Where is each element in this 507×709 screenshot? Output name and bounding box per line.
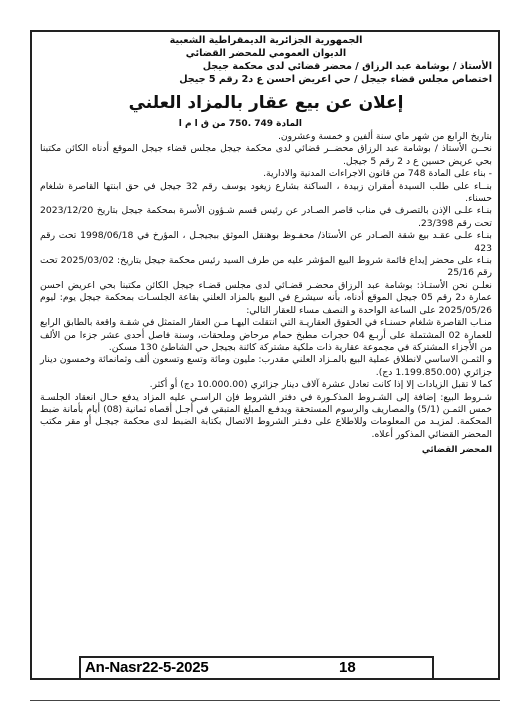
paragraph-legal-basis: - بناء على المادة 748 من قانون الاجراءات المدنية والادارية.	[263, 168, 492, 180]
paragraph-increments: كما لا تقبل الزيادات إلا إذا كانت تعادل عشرة آلاف دينار جزائري (10.000.00 دج) أو أكثر.	[149, 379, 492, 391]
header-republic: الجمهورية الجزائرية الديمقراطية الشعبية	[169, 35, 363, 46]
paragraph-property: منـاب القاصرة شلغام حسنـاء في الحقوق العقاريـة التي انتقلت اليهـا مـن العقار المتمثل في شقـة واقعة بالطابق الرابع للعمارة 02 المشتملة على أربـع 04 حجرات مطبخ حمام مرحاض وملحقات، وسنة فاصل أحدى عشر جزءا من الألف من الأجزاء المشتركة في مجموعة عقارية ذات ملكية مشتركة كائنة بجيجل حي الشاطئ 130 مسكن.	[40, 317, 493, 353]
announcement-title: إعلان عن بيع عقار بالمزاد العلني	[128, 93, 404, 113]
bottom-divider	[30, 700, 500, 701]
paragraph-base-price: و الثمـن الاساسي لانطلاق عملية البيع بالمـزاد العلني مقدرب: مليون ومائة وتسع وتسعون ألف وثمانمائة وخمسون دينار جزائري (1.199.850.00 دج).	[40, 354, 492, 378]
page-number: 18	[339, 659, 356, 676]
paragraph-conditions-filing: بنـاء على محضر إيداع قائمة شروط البيع المؤشر عليه من طرف السيد رئيس محكمة جيجل بتاريخ: 2025/03/02 تحت رقم 25/16	[40, 255, 492, 279]
paragraph-sale-terms: شـروط البيع: إضافة إلى الشـروط المذكـورة في دفتر الشروط فإن الراسـي عليه المزاد يدفع حـال انعقاد الجلسـة خمس الثمـن (5/1) والمصاريف والرسوم المستحقة ويدفـع المبلغ المتبقي في أجـل أقصاه ثمانية (08) أيام بأمانة ضبط المحكمة. لمزيـد من المعلومات وللاطلاع على دفـتر الشروط الاتصال بكتابة الضبط لدى محكمة جيجـل أو مقر مكتب المحضر القضائي المذكور أعلاه.	[40, 391, 492, 440]
page-footer	[79, 656, 434, 680]
paragraph-auction-notice: نعلـن نحن الأستـاذ: بوشامة عبد الرزاق محضـر قضـائي لدى مجلس قضـاء جيجل الكائن مكتبنا بحي اعريض احسن عمارة د2 رقم 05 جيجل الموقع أدناه، بأنه سيشرع في البيع بالمزاد العلني بقاعة الجلسـات بمحكمة جيجل يوم: ليوم 2025/05/26 على الساعة الواحدة و النصف مساء للعقار التالي:	[40, 279, 492, 316]
paragraph-request: بنــاء على طلب السيدة أمقران زبيدة ، الساكنة بشارع زيغود يوسف رقم 32 جيجل في حق ابنتها القاصرة شلغام حسناء.	[40, 180, 492, 205]
header-office: الديوان العمومي للمحضر القضائي	[185, 48, 347, 59]
announcement-body	[40, 131, 492, 441]
publication-date: An-Nasr22-5-2025	[85, 659, 209, 676]
article-reference: المادة 749 .750 من ق ا م ا	[178, 119, 302, 129]
paragraph-permission: بنـاء علـى الإذن بالتصرف في مناب قاصر الصـادر عن رئيس قسم شـؤون الأسرة بمحكمة جيجل بتاريخ 2023/12/20 تحت رقم 23/398.	[40, 205, 492, 229]
announcement-content	[40, 34, 492, 456]
header-bailiff: الأستاذ / بوشامة عبد الرزاق / محضر قضائي لدى محكمة جيجل	[202, 61, 492, 72]
paragraph-deed: بنـاء علـى عقـد بيع شقة الصـادر عن الأستاذ/ محفـوظ بوهنقل الموثق ببجيجـل ، المؤرخ في 1998/06/18 تحت رقم 423	[40, 230, 492, 254]
signature: المحضر القضائي	[421, 445, 492, 456]
paragraph-bailiff: نحــن الأستاذ / بوشامة عبد الرزاق محضــر قضائي لدى محكمة جيجل مجلس قضاء جيجل الموقع أدناه الكائن مكتبنا بحي عريض حسين ع د 2 رقم 5 جيجل.	[40, 143, 492, 167]
header-jurisdiction: اختصاص مجلس قضاء جيجل / حي اعريض احسن ع د2 رقم 5 جيجل	[179, 74, 492, 85]
paragraph-date: بتاريخ الرابع من شهر ماي سنة ألفين و خمسة وعشرون.	[277, 131, 492, 142]
